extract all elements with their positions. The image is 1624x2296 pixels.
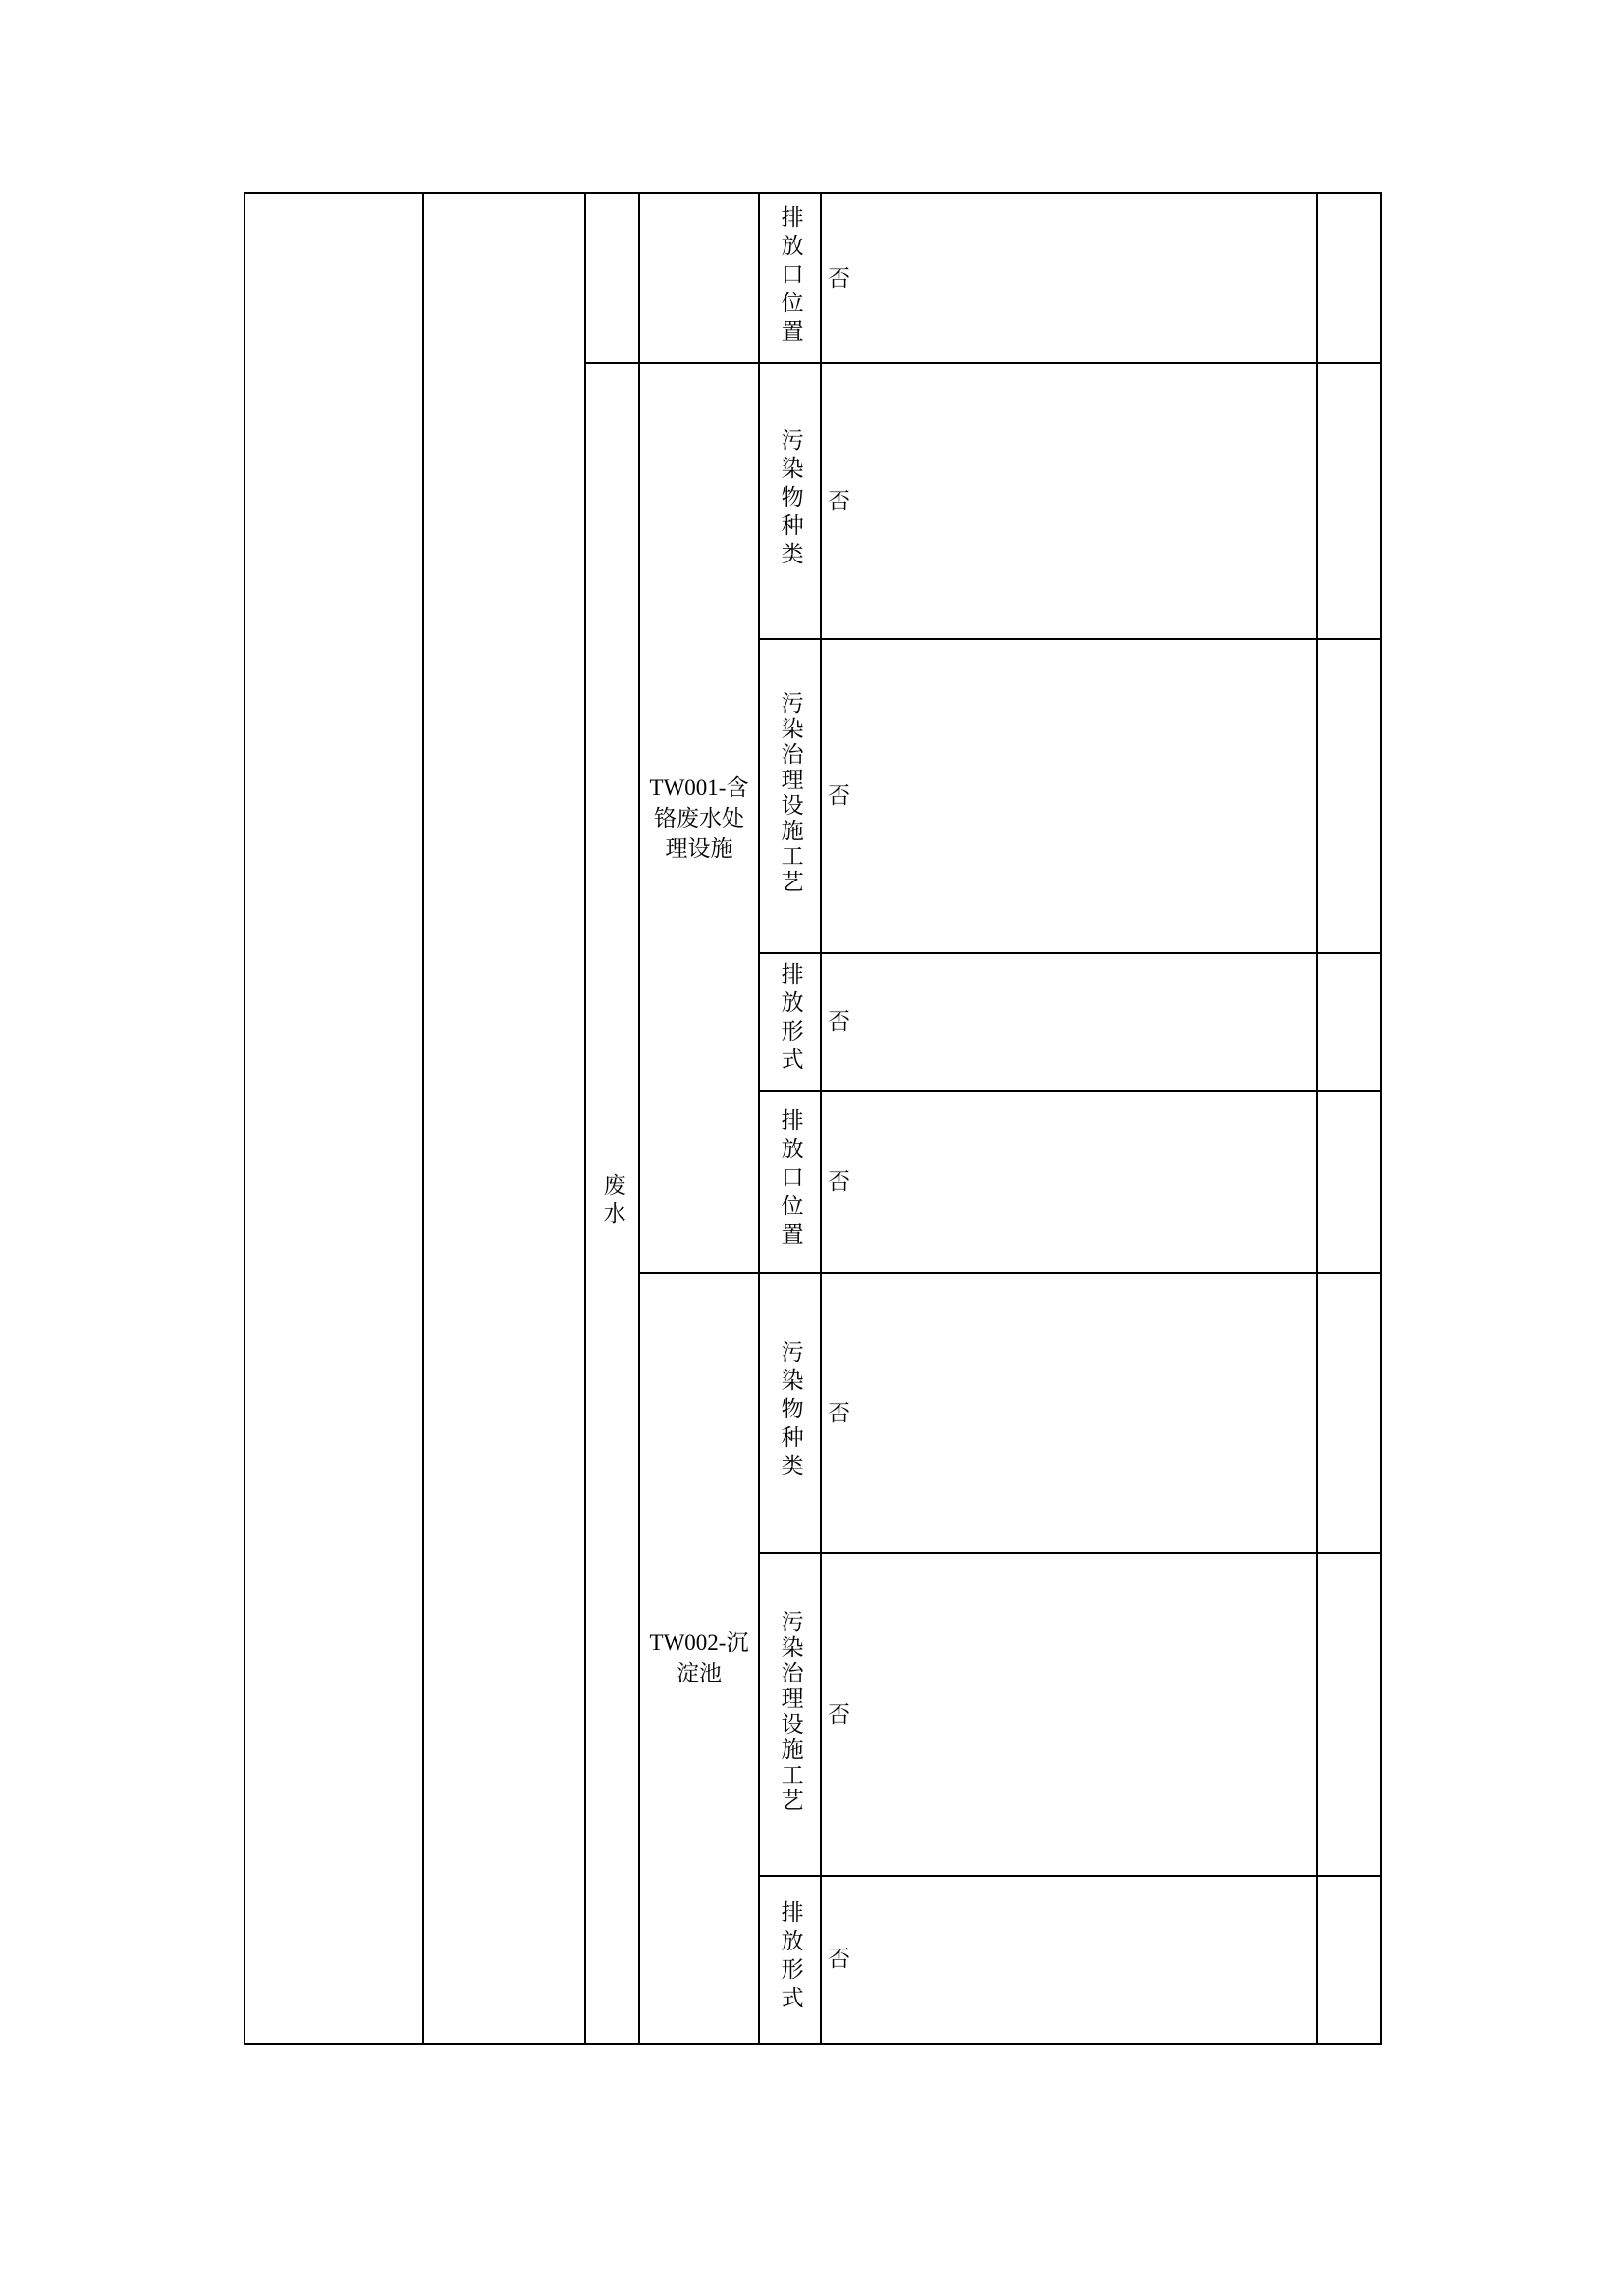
facility-name: TW002-沉淀池 [649,1630,749,1686]
cell-value-tw001-3 [821,1091,1317,1273]
cell-item-tw001-2 [759,953,821,1091]
item-label: 排放形式 [778,1899,803,2014]
cell-item-tw002-2 [759,1876,821,2044]
value-text: 否 [828,1947,850,1972]
cell-item-tw002-1 [759,1553,821,1876]
item-label: 污染治理设施工艺 [778,1609,803,1814]
cell-facility-tw002 [639,1273,759,2044]
cell-category-wastewater [585,363,639,2044]
cell-note-tw002-1 [1317,1553,1381,1876]
item-label: 污染物种类 [778,1339,803,1482]
value-text: 否 [828,782,850,808]
cell-note-top-partial [1317,193,1381,363]
table-row [244,193,1381,363]
cell-value-tw002-0 [821,1273,1317,1553]
category-label: 废水 [600,1172,625,1230]
cell-value-tw002-1 [821,1553,1317,1876]
cell-value-tw001-1 [821,639,1317,952]
item-label: 污染物种类 [778,427,803,570]
cell-note-tw001-3 [1317,1091,1381,1273]
cell-item-tw002-0 [759,1273,821,1553]
cell-category-continuation [585,193,639,363]
table-container [244,192,1380,2045]
cell-value-top-partial [821,193,1317,363]
cell-column-b-blank [423,193,585,2044]
item-label: 污染治理设施工艺 [778,691,803,896]
cell-facility-tw001 [639,363,759,1273]
cell-item-tw001-1 [759,639,821,952]
value-text: 否 [828,265,850,291]
cell-facility-continuation [639,193,759,363]
cell-note-tw001-1 [1317,639,1381,952]
value-text: 否 [828,1169,850,1194]
cell-item-tw001-3 [759,1091,821,1273]
value-text: 否 [828,488,850,513]
cell-item-top-partial [759,193,821,363]
value-text: 否 [828,1701,850,1727]
cell-note-tw002-2 [1317,1876,1381,2044]
facility-name: TW001-含铬废水处理设施 [649,775,749,862]
item-label: 排放口位置 [778,204,803,347]
item-label: 排放口位置 [778,1107,803,1251]
cell-value-tw001-0 [821,363,1317,639]
item-label: 排放形式 [778,962,803,1077]
value-text: 否 [828,1008,850,1034]
cell-value-tw002-2 [821,1876,1317,2044]
cell-note-tw001-2 [1317,953,1381,1091]
cell-note-tw001-0 [1317,363,1381,639]
cell-item-tw001-0 [759,363,821,639]
cell-note-tw002-0 [1317,1273,1381,1553]
cell-column-a-blank [244,193,423,2044]
emission-facility-table [244,192,1382,2045]
cell-value-tw001-2 [821,953,1317,1091]
value-text: 否 [828,1400,850,1425]
